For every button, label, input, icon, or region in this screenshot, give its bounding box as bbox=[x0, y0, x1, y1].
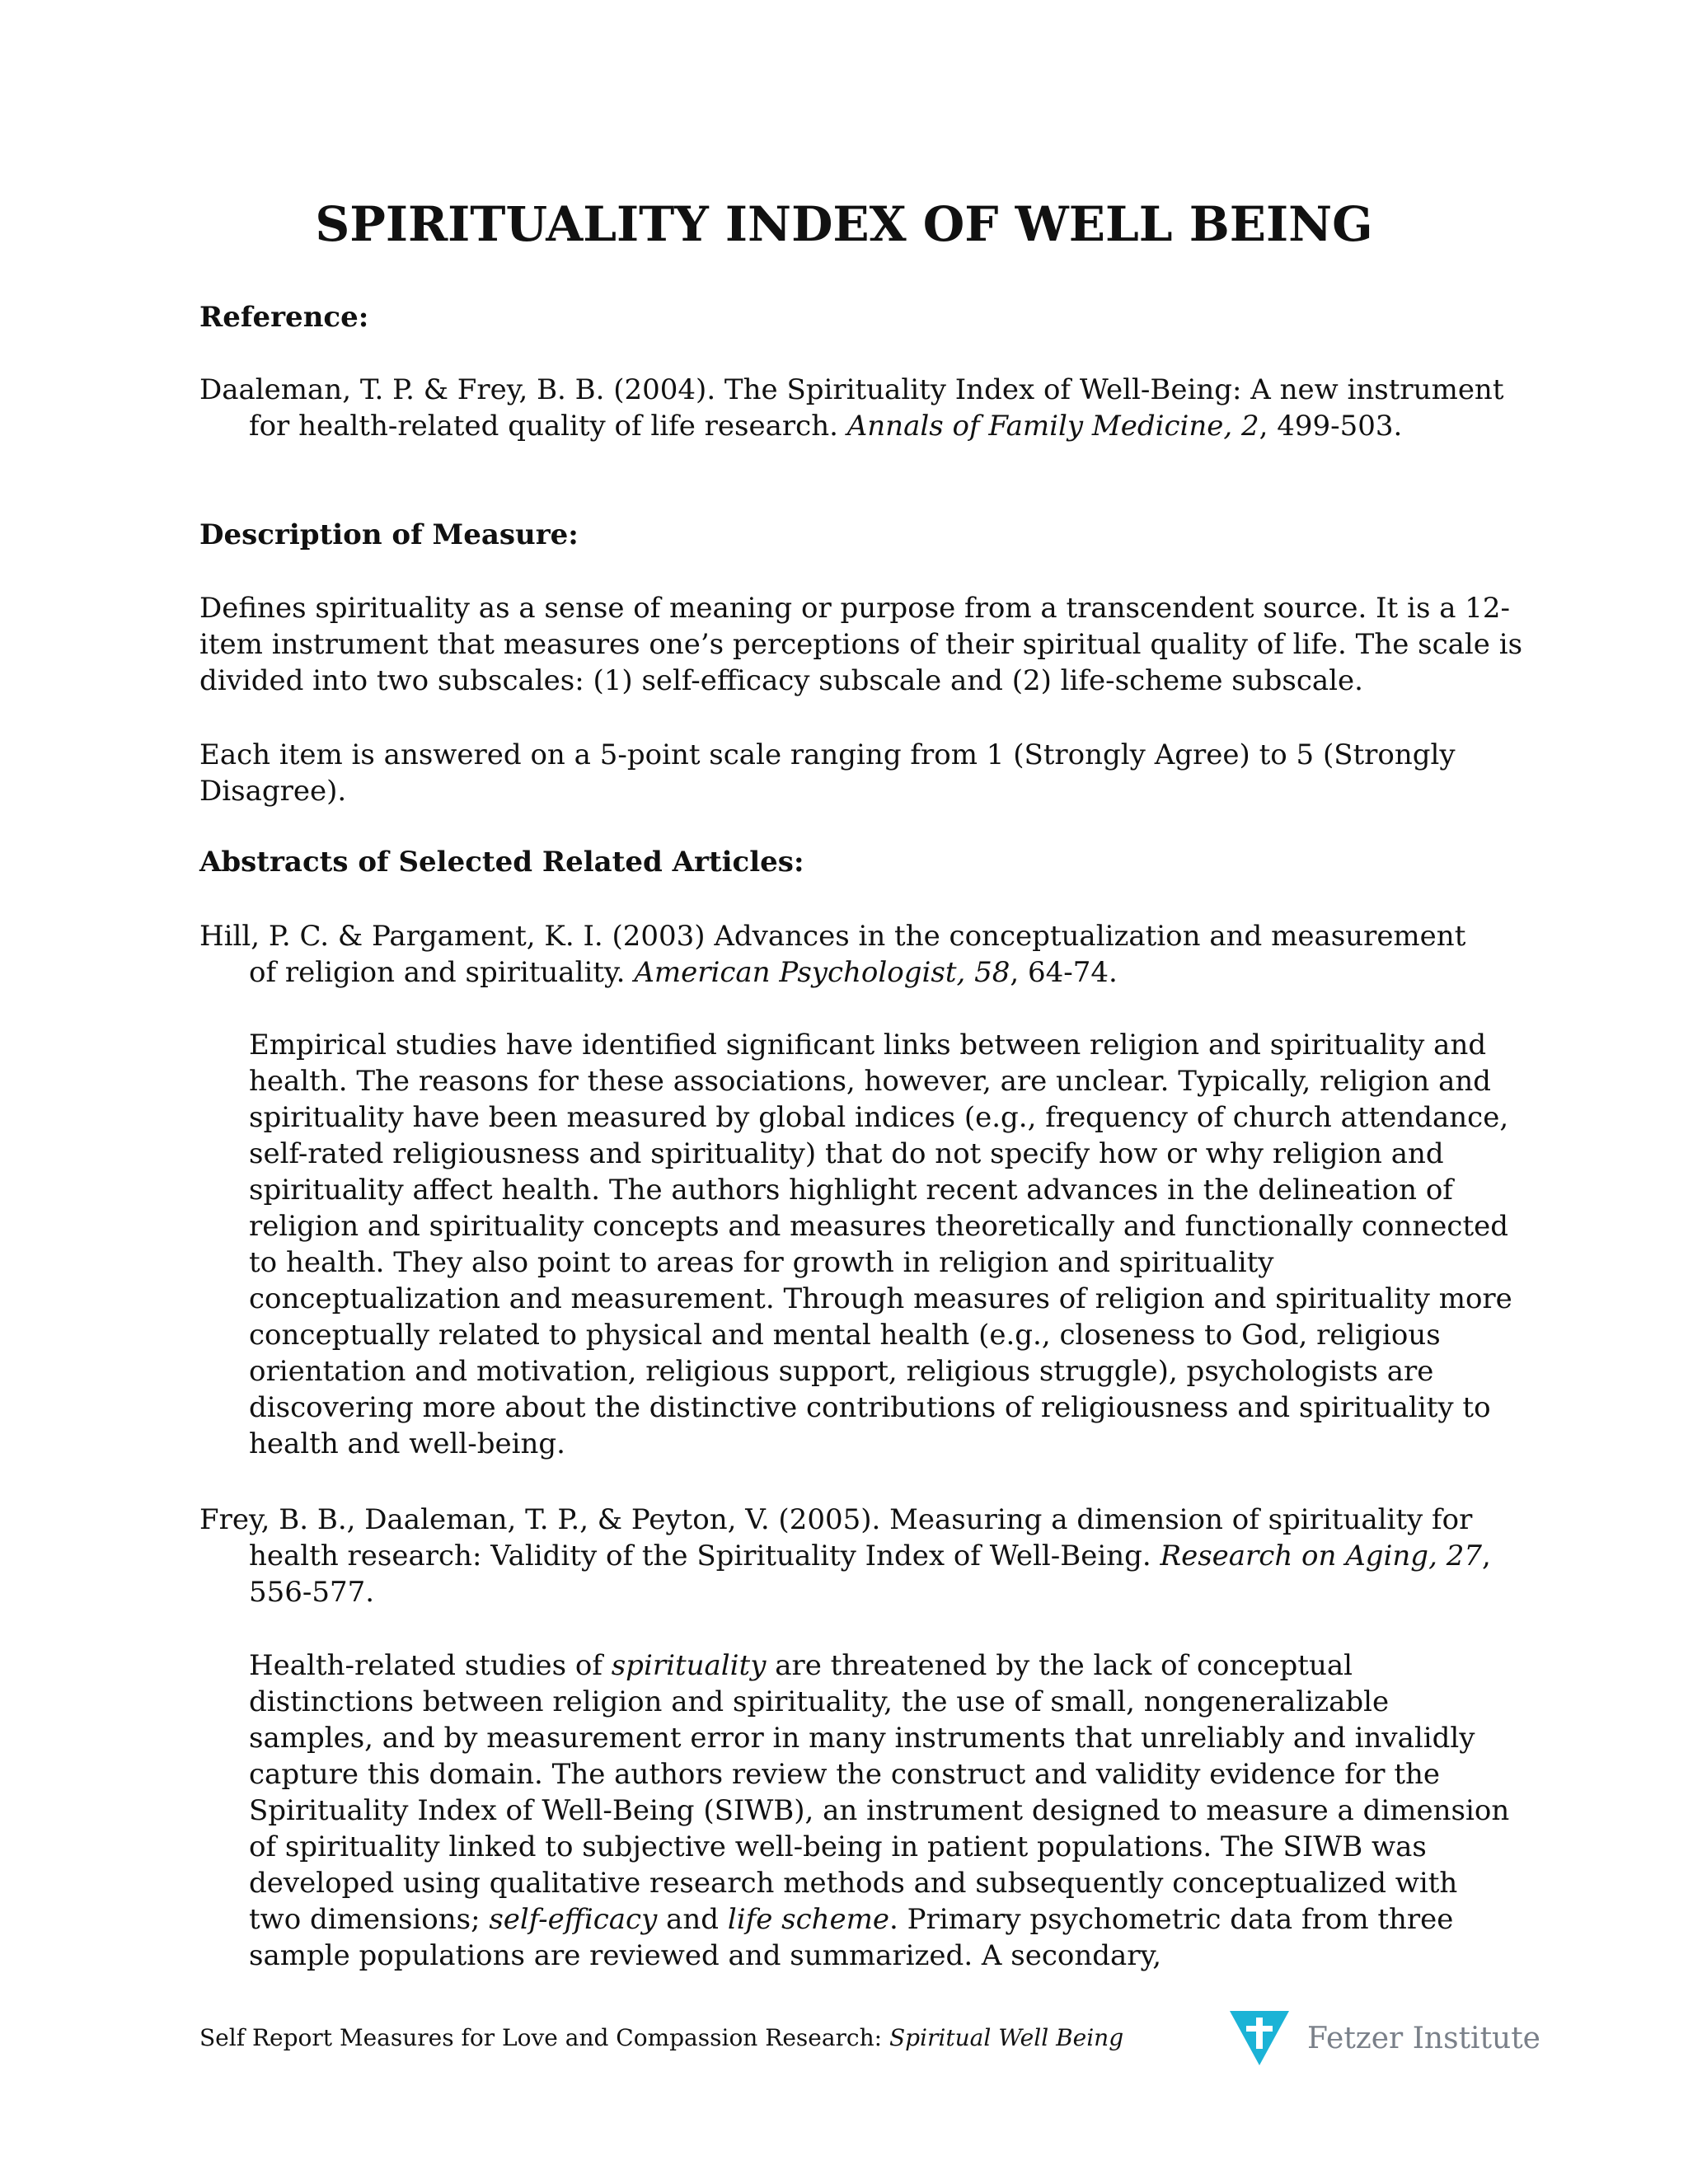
reference-pages: , 499-503. bbox=[1259, 410, 1403, 443]
article1-citation bbox=[199, 918, 1502, 991]
article2-abstract bbox=[249, 1647, 1518, 1974]
scale-paragraph: Each item is answered on a 5-point scale ranging from 1 (Strongly Agree) to 5 (Strongly Disagree). bbox=[199, 738, 1456, 808]
page-footer bbox=[199, 2023, 1123, 2053]
article2-abstract-text: Health-related studies of bbox=[249, 1649, 612, 1682]
article1-journal: American Psychologist, 58 bbox=[634, 956, 1010, 989]
article2-journal: Research on Aging, 27 bbox=[1160, 1540, 1482, 1572]
reference-citation-text: Daaleman, T. P. & Frey, B. B. (2004). The Spirituality Index of Well-Being: A new instrument for health-related quality of life research. bbox=[199, 373, 1504, 443]
description-heading: Description of Measure: bbox=[199, 518, 579, 551]
reference-journal: Annals of Family Medicine, 2 bbox=[846, 410, 1259, 443]
reference-citation bbox=[199, 372, 1518, 444]
footer-text: Self Report Measures for Love and Compassion Research: bbox=[199, 2024, 889, 2051]
article2-abstract-emphasis: spirituality bbox=[611, 1649, 767, 1682]
fetzer-logo bbox=[1230, 2009, 1540, 2067]
abstracts-heading: Abstracts of Selected Related Articles: bbox=[199, 846, 804, 879]
article2-citation-text: Frey, B. B., Daaleman, T. P., & Peyton, V. (2005). Measuring a dimension of spirituality for health research: Validity of the Spirituality Index of Well-Being. bbox=[199, 1503, 1473, 1572]
article2-abstract-emphasis: self-efficacy bbox=[489, 1903, 658, 1936]
page-title: SPIRITUALITY INDEX OF WELL BEING bbox=[315, 196, 1373, 252]
article2-abstract-emphasis: life scheme bbox=[727, 1903, 889, 1936]
article2-abstract-text: . Primary psychometric data from three sample populations are reviewed and summarized. A secondary, bbox=[249, 1903, 1454, 1972]
fetzer-logo-icon bbox=[1230, 2009, 1289, 2067]
footer-italic: Spiritual Well Being bbox=[889, 2024, 1124, 2051]
reference-heading: Reference: bbox=[199, 301, 369, 334]
article1-citation-text: Hill, P. C. & Pargament, K. I. (2003) Advances in the conceptualization and measurement of religion and spirituality. bbox=[199, 920, 1466, 989]
article2-abstract-text: are threatened by the lack of conceptual distinctions between religion and spirituality, the use of small, nongeneralizable samples, and by measurement error in many instruments that unreliably and invalidly capture this domain. The authors review the construct and validity evidence for the Spirituality Index of Well-Being (SIWB), an instrument designed to measure a dimension of spirituality linked to subjective well-being in patient populations. The SIWB was developed using qualitative research methods and subsequently conceptualized with two dimensions; bbox=[249, 1649, 1510, 1936]
article2-pages: , 556-577. bbox=[249, 1540, 1491, 1609]
logo-name: Fetzer Institute bbox=[1307, 2021, 1540, 2055]
article2-citation bbox=[199, 1502, 1518, 1610]
description-paragraph: Defines spirituality as a sense of meaning or purpose from a transcendent source. It is a 12-item instrument that measures one’s perceptions of their spiritual quality of life. The scale is divided into two subscales: (1) self-efficacy subscale and (2) life-scheme subscale. bbox=[199, 592, 1523, 697]
article1-pages: , 64-74. bbox=[1010, 956, 1118, 989]
article2-abstract-text: and bbox=[657, 1903, 728, 1936]
article1-abstract: Empirical studies have identified significant links between religion and spirituality and health. The reasons for these associations, however, are unclear. Typically, religion and spirituality have been measured by global indices (e.g., frequency of church attendance, self-rated religiousness and spirituality) that do not specify how or why religion and spirituality affect health. The authors highlight recent advances in the delineation of religion and spirituality concepts and measures theoretically and functionally connected to health. They also point to areas for growth in religion and spirituality conceptualization and measurement. Through measures of religion and spirituality more conceptually related to physical and mental health (e.g., closeness to God, religious orientation and motivation, religious support, religious struggle), psychologists are discovering more about the distinctive contributions of religiousness and spirituality to health and well-being. bbox=[249, 1029, 1512, 1460]
